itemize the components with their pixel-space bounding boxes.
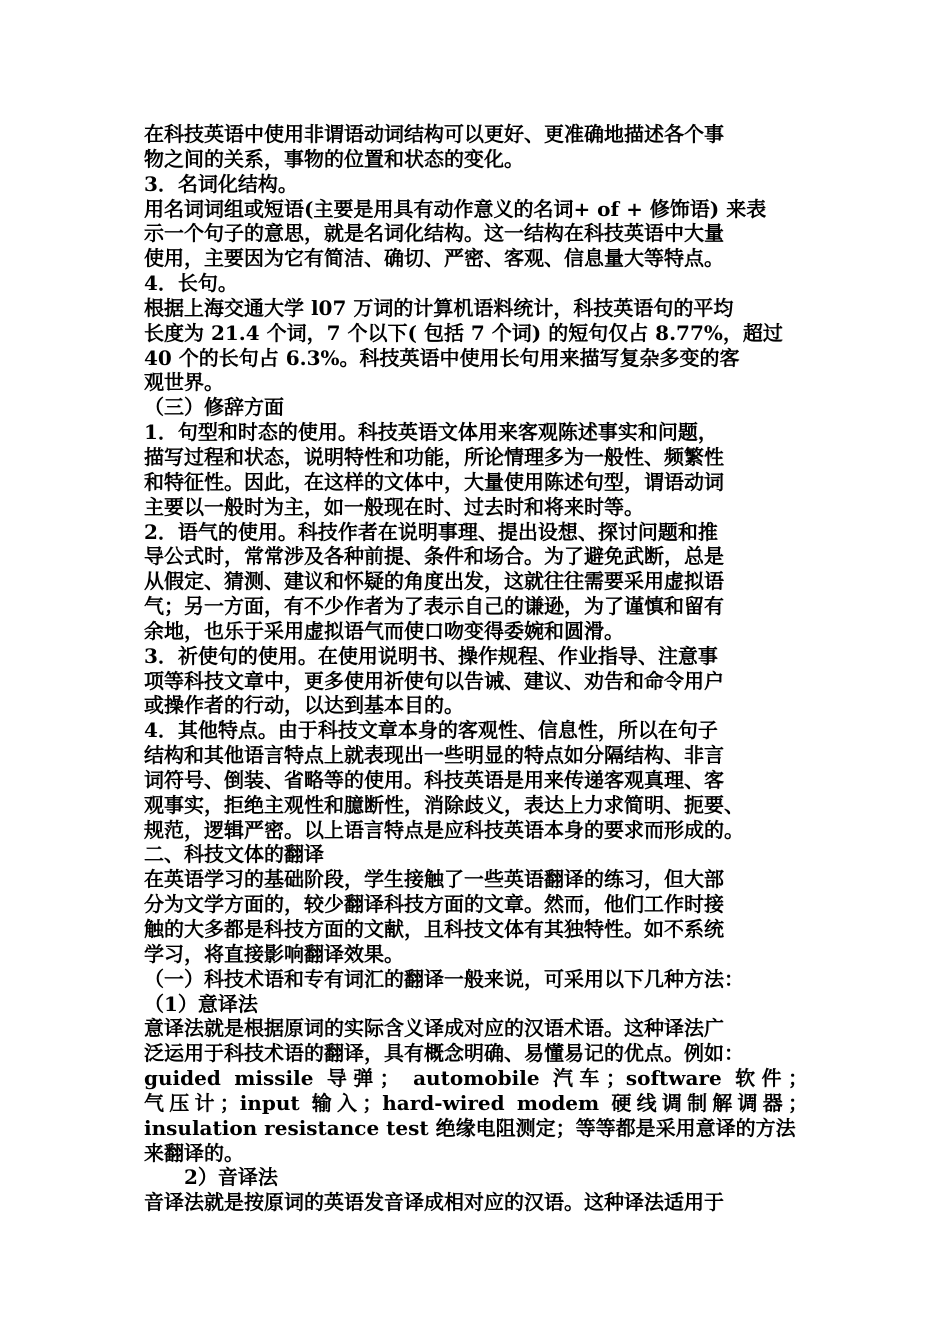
document-page: [144, 122, 808, 1215]
text-line: 2．语气的使用。科技作者在说明事理、提出设想、探讨问题和推: [144, 519, 718, 544]
text-line: 1．句型和时态的使用。科技英语文体用来客观陈述事实和问题，: [144, 420, 718, 445]
text-line: 用名词词组或短语(主要是用具有动作意义的名词+ of + 修饰语) 来表: [144, 196, 767, 221]
section-heading: 二、科技文体的翻译: [144, 842, 324, 867]
section-heading: 3．名词化结构。: [144, 171, 298, 196]
text-line: 在英语学习的基础阶段，学生接触了一些英语翻译的练习，但大部: [144, 867, 724, 892]
text-line: 词符号、倒装、省略等的使用。科技英语是用来传递客观真理、客: [144, 767, 724, 792]
text-line: 规范，逻辑严密。以上语言特点是应科技英语本身的要求而形成的。: [144, 817, 744, 842]
text-line: 学习，将直接影响翻译效果。: [144, 941, 404, 966]
text-line: 或操作者的行动，以达到基本目的。: [144, 693, 464, 718]
text-line: 项等科技文章中，更多使用祈使句以告诫、建议、劝告和命令用户: [144, 668, 724, 693]
text-line: 描写过程和状态，说明特性和功能，所论情理多为一般性、频繁性: [144, 444, 724, 469]
text-line: 触的大多都是科技方面的文献，且科技文体有其独特性。如不系统: [144, 917, 724, 941]
text-line: 4．其他特点。由于科技文章本身的客观性、信息性，所以在句子: [144, 718, 718, 743]
text-line: 气；另一方面，有不少作者为了表示自己的谦逊，为了谨慎和留有: [144, 594, 724, 619]
text-line: 从假定、猜测、建议和怀疑的角度出发，这就往往需要采用虚拟语: [144, 569, 724, 594]
section-heading: 4．长句。: [144, 271, 238, 296]
text-line: 在科技英语中使用非谓语动词结构可以更好、更准确地描述各个事: [144, 122, 724, 146]
text-line: 音译法就是按原词的英语发音译成相对应的汉语。这种译法适用于: [144, 1190, 724, 1215]
section-heading: 2）音译法: [144, 1165, 278, 1190]
section-heading: （三）修辞方面: [144, 395, 284, 420]
text-line: 3．祈使句的使用。在使用说明书、操作规程、作业指导、注意事: [144, 643, 718, 668]
text-line: 使用，主要因为它有简洁、确切、严密、客观、信息量大等特点。: [144, 246, 724, 271]
section-heading: （一）科技术语和专有词汇的翻译一般来说，可采用以下几种方法：: [144, 966, 744, 991]
text-line: 观事实，拒绝主观性和臆断性，消除歧义，表达上力求简明、扼要、: [144, 792, 744, 817]
text-line: 泛运用于科技术语的翻译，具有概念明确、易懂易记的优点。例如：: [144, 1041, 744, 1066]
text-line: 意译法就是根据原词的实际含义译成对应的汉语术语。这种译法广: [144, 1016, 724, 1041]
section-heading: （1）意译法: [144, 991, 258, 1016]
text-line: 分为文学方面的，较少翻译科技方面的文章。然而，他们工作时接: [144, 892, 724, 917]
text-line: insulation resistance test 绝缘电阻测定；等等都是采用意译的方法: [144, 1115, 796, 1140]
text-line: 导公式时，常常涉及各种前提、条件和场合。为了避免武断，总是: [144, 544, 724, 569]
text-line: 主要以一般时为主，如一般现在时、过去时和将来时等。: [144, 494, 644, 519]
text-line: 40 个的长句占 6.3%。科技英语中使用长句用来描写复杂多变的客: [144, 345, 740, 370]
text-line: guided missile 导弹； automobile 汽车；software 软件；: [144, 1066, 808, 1091]
text-line: 长度为 21.4 个词，7 个以下( 包括 7 个词) 的短句仅占 8.77%，超过: [144, 320, 783, 345]
text-line: 来翻译的。: [144, 1140, 244, 1165]
text-line: 和特征性。因此，在这样的文体中，大量使用陈述句型，谓语动词: [144, 469, 724, 494]
text-line: 气压计；input 输入；hard-wired modem 硬线调制解调器；: [144, 1090, 808, 1115]
text-line: 结构和其他语言特点上就表现出一些明显的特点如分隔结构、非言: [144, 743, 724, 768]
text-line: 物之间的关系，事物的位置和状态的变化。: [144, 146, 524, 171]
text-line: 余地，也乐于采用虚拟语气而使口吻变得委婉和圆滑。: [144, 618, 624, 643]
text-line: 根据上海交通大学 l07 万词的计算机语料统计，科技英语句的平均: [144, 295, 734, 320]
text-line: 示一个句子的意思，就是名词化结构。这一结构在科技英语中大量: [144, 221, 724, 246]
text-line: 观世界。: [144, 370, 224, 395]
